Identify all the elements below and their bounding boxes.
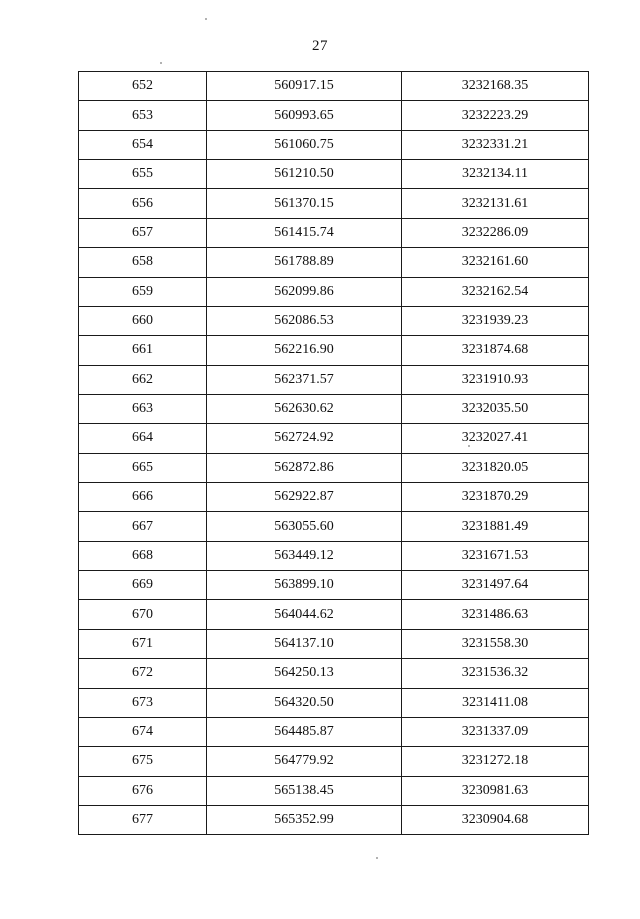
x-coordinate-cell: 561370.15 <box>207 189 402 218</box>
y-coordinate-cell: 3231272.18 <box>402 747 589 776</box>
point-number-cell: 663 <box>79 394 207 423</box>
x-coordinate-cell: 562630.62 <box>207 394 402 423</box>
point-number-cell: 674 <box>79 717 207 746</box>
table-row <box>79 600 589 629</box>
x-coordinate-cell: 564485.87 <box>207 717 402 746</box>
point-number-cell: 672 <box>79 659 207 688</box>
table-row <box>79 218 589 247</box>
y-coordinate-cell: 3231536.32 <box>402 659 589 688</box>
table-row <box>79 306 589 335</box>
x-coordinate-cell: 563449.12 <box>207 541 402 570</box>
table-row <box>79 776 589 805</box>
point-number-cell: 658 <box>79 248 207 277</box>
scan-speck <box>376 857 378 859</box>
table-row <box>79 629 589 658</box>
table-row <box>79 101 589 130</box>
x-coordinate-cell: 564137.10 <box>207 629 402 658</box>
point-number-cell: 667 <box>79 512 207 541</box>
point-number-cell: 671 <box>79 629 207 658</box>
table-row <box>79 336 589 365</box>
y-coordinate-cell: 3232331.21 <box>402 130 589 159</box>
point-number-cell: 657 <box>79 218 207 247</box>
table-row <box>79 483 589 512</box>
x-coordinate-cell: 562724.92 <box>207 424 402 453</box>
x-coordinate-cell: 564250.13 <box>207 659 402 688</box>
y-coordinate-cell: 3232223.29 <box>402 101 589 130</box>
point-number-cell: 659 <box>79 277 207 306</box>
table-row <box>79 805 589 834</box>
y-coordinate-cell: 3231874.68 <box>402 336 589 365</box>
table-row <box>79 365 589 394</box>
y-coordinate-cell: 3231558.30 <box>402 629 589 658</box>
table-row <box>79 394 589 423</box>
point-number-cell: 666 <box>79 483 207 512</box>
point-number-cell: 655 <box>79 160 207 189</box>
point-number-cell: 669 <box>79 571 207 600</box>
y-coordinate-cell: 3231497.64 <box>402 571 589 600</box>
point-number-cell: 661 <box>79 336 207 365</box>
point-number-cell: 665 <box>79 453 207 482</box>
page-number: 27 <box>312 38 328 54</box>
y-coordinate-cell: 3232027.41 <box>402 424 589 453</box>
table-row <box>79 688 589 717</box>
point-number-cell: 654 <box>79 130 207 159</box>
x-coordinate-cell: 562086.53 <box>207 306 402 335</box>
x-coordinate-cell: 562922.87 <box>207 483 402 512</box>
x-coordinate-cell: 565138.45 <box>207 776 402 805</box>
coordinate-table <box>78 71 589 835</box>
point-number-cell: 677 <box>79 805 207 834</box>
table-row <box>79 571 589 600</box>
scan-speck <box>205 18 207 20</box>
point-number-cell: 662 <box>79 365 207 394</box>
y-coordinate-cell: 3231486.63 <box>402 600 589 629</box>
x-coordinate-cell: 562371.57 <box>207 365 402 394</box>
point-number-cell: 673 <box>79 688 207 717</box>
table-row <box>79 453 589 482</box>
y-coordinate-cell: 3230904.68 <box>402 805 589 834</box>
table-row <box>79 189 589 218</box>
x-coordinate-cell: 561415.74 <box>207 218 402 247</box>
x-coordinate-cell: 560917.15 <box>207 72 402 101</box>
table-row <box>79 277 589 306</box>
table-row <box>79 541 589 570</box>
point-number-cell: 668 <box>79 541 207 570</box>
x-coordinate-cell: 561210.50 <box>207 160 402 189</box>
x-coordinate-cell: 561788.89 <box>207 248 402 277</box>
y-coordinate-cell: 3232035.50 <box>402 394 589 423</box>
x-coordinate-cell: 562216.90 <box>207 336 402 365</box>
y-coordinate-cell: 3231939.23 <box>402 306 589 335</box>
point-number-cell: 656 <box>79 189 207 218</box>
y-coordinate-cell: 3231820.05 <box>402 453 589 482</box>
x-coordinate-cell: 560993.65 <box>207 101 402 130</box>
y-coordinate-cell: 3232131.61 <box>402 189 589 218</box>
point-number-cell: 675 <box>79 747 207 776</box>
y-coordinate-cell: 3231411.08 <box>402 688 589 717</box>
y-coordinate-cell: 3231910.93 <box>402 365 589 394</box>
y-coordinate-cell: 3231337.09 <box>402 717 589 746</box>
x-coordinate-cell: 564779.92 <box>207 747 402 776</box>
table-body <box>79 72 589 835</box>
table-row <box>79 424 589 453</box>
table-row <box>79 248 589 277</box>
y-coordinate-cell: 3232134.11 <box>402 160 589 189</box>
table-row <box>79 659 589 688</box>
scan-speck <box>468 445 470 447</box>
y-coordinate-cell: 3232286.09 <box>402 218 589 247</box>
point-number-cell: 670 <box>79 600 207 629</box>
y-coordinate-cell: 3231881.49 <box>402 512 589 541</box>
y-coordinate-cell: 3232161.60 <box>402 248 589 277</box>
x-coordinate-cell: 565352.99 <box>207 805 402 834</box>
scan-speck <box>160 62 162 64</box>
table-row <box>79 160 589 189</box>
x-coordinate-cell: 563899.10 <box>207 571 402 600</box>
x-coordinate-cell: 563055.60 <box>207 512 402 541</box>
point-number-cell: 664 <box>79 424 207 453</box>
point-number-cell: 676 <box>79 776 207 805</box>
x-coordinate-cell: 564044.62 <box>207 600 402 629</box>
y-coordinate-cell: 3231870.29 <box>402 483 589 512</box>
x-coordinate-cell: 562872.86 <box>207 453 402 482</box>
y-coordinate-cell: 3232168.35 <box>402 72 589 101</box>
y-coordinate-cell: 3230981.63 <box>402 776 589 805</box>
point-number-cell: 660 <box>79 306 207 335</box>
x-coordinate-cell: 562099.86 <box>207 277 402 306</box>
y-coordinate-cell: 3232162.54 <box>402 277 589 306</box>
table-row <box>79 130 589 159</box>
table-row <box>79 512 589 541</box>
point-number-cell: 652 <box>79 72 207 101</box>
table-row <box>79 717 589 746</box>
table-row <box>79 72 589 101</box>
x-coordinate-cell: 561060.75 <box>207 130 402 159</box>
point-number-cell: 653 <box>79 101 207 130</box>
y-coordinate-cell: 3231671.53 <box>402 541 589 570</box>
table-row <box>79 747 589 776</box>
x-coordinate-cell: 564320.50 <box>207 688 402 717</box>
